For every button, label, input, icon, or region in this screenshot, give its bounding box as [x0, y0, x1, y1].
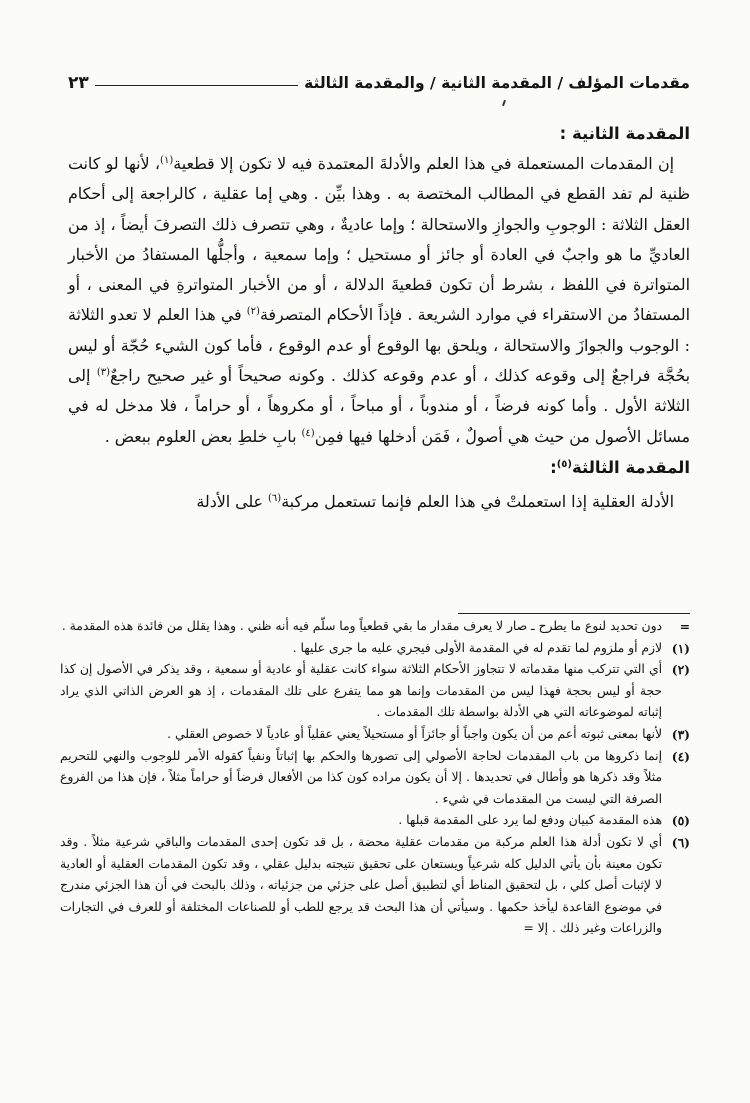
footnote — [60, 616, 690, 638]
text-run: على الأدلة — [196, 491, 269, 511]
footnote-text: هذه المقدمة كبيان ودفع لما يرد على المقدمة قبلها . — [398, 813, 662, 828]
footnote-text: لأنها بمعنى ثبوته أعم من أن يكون واجباً أو جائزاً أو مستحيلاً يعني عقلياً أو عادياً لا خصوص العقلي . — [167, 726, 662, 741]
footnote-ref: (١) — [160, 155, 174, 166]
footnote-separator — [458, 613, 690, 614]
footnote-number: (٣) — [671, 726, 690, 742]
section-heading-third-premise — [68, 453, 690, 483]
footnote — [60, 746, 690, 811]
footnotes — [60, 616, 690, 940]
footnote-text: أي التي تتركب منها مقدماته لا تتجاوز الأحكام الثلاثة سواء كانت عقلية أو عادية أو سمعية ، وقد يذكر في الأصول إن كذا حجة أو ليس بحجة فهذا ليس من المقدمات وإنما هو مما يتفرع على تلك المقدمات ، إذ هو العرض الذاتي الذي يراد إثباته لموضوعاته التي هي الأدلة بواسطة تلك المقدمات . — [60, 662, 662, 720]
footnote-text: لازم أو ملزوم لما تقدم له في المقدمة الأولى فيجري عليه ما جرى عليها . — [292, 640, 662, 655]
text-run: إن المقدمات المستعملة في هذا العلم والأدلةَ المعتمدة فيه لا تكون إلا قطعية — [173, 154, 674, 173]
footnote-number: = — [679, 619, 690, 634]
footnote-number: (١) — [671, 640, 690, 656]
text-run: إلى الثلاثة الأول . وأما كونه فرضاً ، أو مندوباً ، أو مباحاً ، أو مكروهاً ، أو حراماً ، فلا مدخل له في مسائل الأصول من حيث هي أصولٌ ، فَمَن أدخلها فيها فمِن — [68, 366, 690, 446]
footnote-ref: (٦) — [268, 492, 282, 504]
text-run: في هذا العلم لا تعدو الثلاثة : الوجوب والجوازَ والاستحالة ، ويلحق بها الوقوع أو عدم الوقوع ، فأما كون الشيء حُجّة أو ليس بحُجَّة فراجعٌ إلى وقوعه كذلك ، أو عدم وقوعه كذلك . وكونه صحيحاً أو غير صحيح راجعٌ — [68, 305, 691, 386]
section-paragraph-second-premise — [68, 149, 690, 452]
page-number: ٢٣ — [68, 73, 89, 93]
footnote-ref: (٣) — [96, 367, 111, 379]
footnote — [60, 724, 690, 746]
footnote-text: إنما ذكروها من باب المقدمات لحاجة الأصولي إلى تصورها والحكم بها إثباتاً ونفياً كقوله الأمر للوجوب والنهي للتحريم مثلاً وقد ذكرها هو وأطال في تحديدها . إلا أن يكون مراده كون كذا من الأفعال فرضاً أو حراماً مثلاً ، فإن هذا من الفروع الصرفة التي ليست من المقدمات في شيء . — [60, 748, 662, 806]
text-run: بابِ خلطِ بعض العلوم ببعض . — [104, 426, 302, 446]
footnote-number: (٤) — [671, 748, 690, 764]
header-title: مقدمات المؤلف / المقدمة الثانية / والمقدمة الثالثة — [304, 74, 690, 92]
heading-colon: : — [550, 457, 557, 477]
footnote-text: أي لا تكون أدلة هذا العلم مركبة من مقدمات عقلية محضة ، بل قد تكون إحدى المقدمات والباقي شرعية مثلاً . وقد تكون معينة بأن يأتي الدليل كله شرعياً ويستعان على تحقيق نتيجته بدليل عقلي ، وقد تكون المقدمات العقلية أو العادية لا لإثبات أصل كلي ، بل لتحقيق المناط أي لتطبيق أصل على جزئي من جزئياته ، وذلك بالبحث في أن هذا الجزئي مندرج في موضوع القاعدة ليأخذ حكمها . وسيأتي أن هذا البحث قد يرجع للطب أو للصناعات المختلفة أو للعرف في التجارات والزراعات وغير ذلك . إلا = — [60, 834, 662, 936]
section-heading-second-premise: المقدمة الثانية : — [559, 124, 690, 143]
footnote-number: (٥) — [671, 813, 690, 829]
footnote — [60, 810, 690, 832]
footnote-ref: (٤) — [301, 427, 315, 439]
footnote-text: دون تحديد لنوع ما يطرح ـ صار لا يعرف مقدار ما بقي قطعياً وما سلّم فيه أنه ظني . وهذا يقلل من فائدة هذه المقدمة . — [61, 619, 662, 633]
footnote — [60, 659, 690, 724]
running-header — [68, 70, 690, 96]
section-paragraph-third-premise — [68, 487, 690, 517]
page-body — [68, 70, 690, 517]
heading-text: المقدمة الثالثة — [571, 457, 690, 477]
footnote — [60, 832, 690, 940]
footnote — [60, 638, 690, 660]
text-run: الأدلة العقلية إذا استعملتْ في هذا العلم فإنما تستعمل مركبة — [281, 491, 674, 511]
header-rule — [95, 85, 298, 86]
footnote-ref: (٢) — [246, 306, 260, 318]
footnote-ref: (٥) — [556, 458, 572, 470]
text-run: ، لأنها لو كانت ظنية لم تفد القطع في المطالب المختصة به . وهذا بيِّن . وهي إما عقلية ، كالراجعة إلى أحكام العقل الثلاثة : الوجوبِ والجوازِ والاستحالة ؛ وإما عاديةٌ ، وهي تتصرف ذلك التصرفَ أيضاً ، إذ من العاديِّ ما هو واجبٌ في العادة أو جائز أو مستحيل ؛ وإما سمعية ، وأجلُّها المستفادُ من الأخبار المتواترة في اللفظ ، بشرط أن تكون قطعيةَ الدلالة ، أو من الأخبار المتواترةِ في المعنى ، أو المستفادُ من الاستقراء في موارد الشريعة . فإذاً الأحكام المتصرفة — [68, 154, 690, 325]
footnote-number: (٢) — [671, 662, 690, 678]
footnote-number: (٦) — [671, 834, 690, 850]
